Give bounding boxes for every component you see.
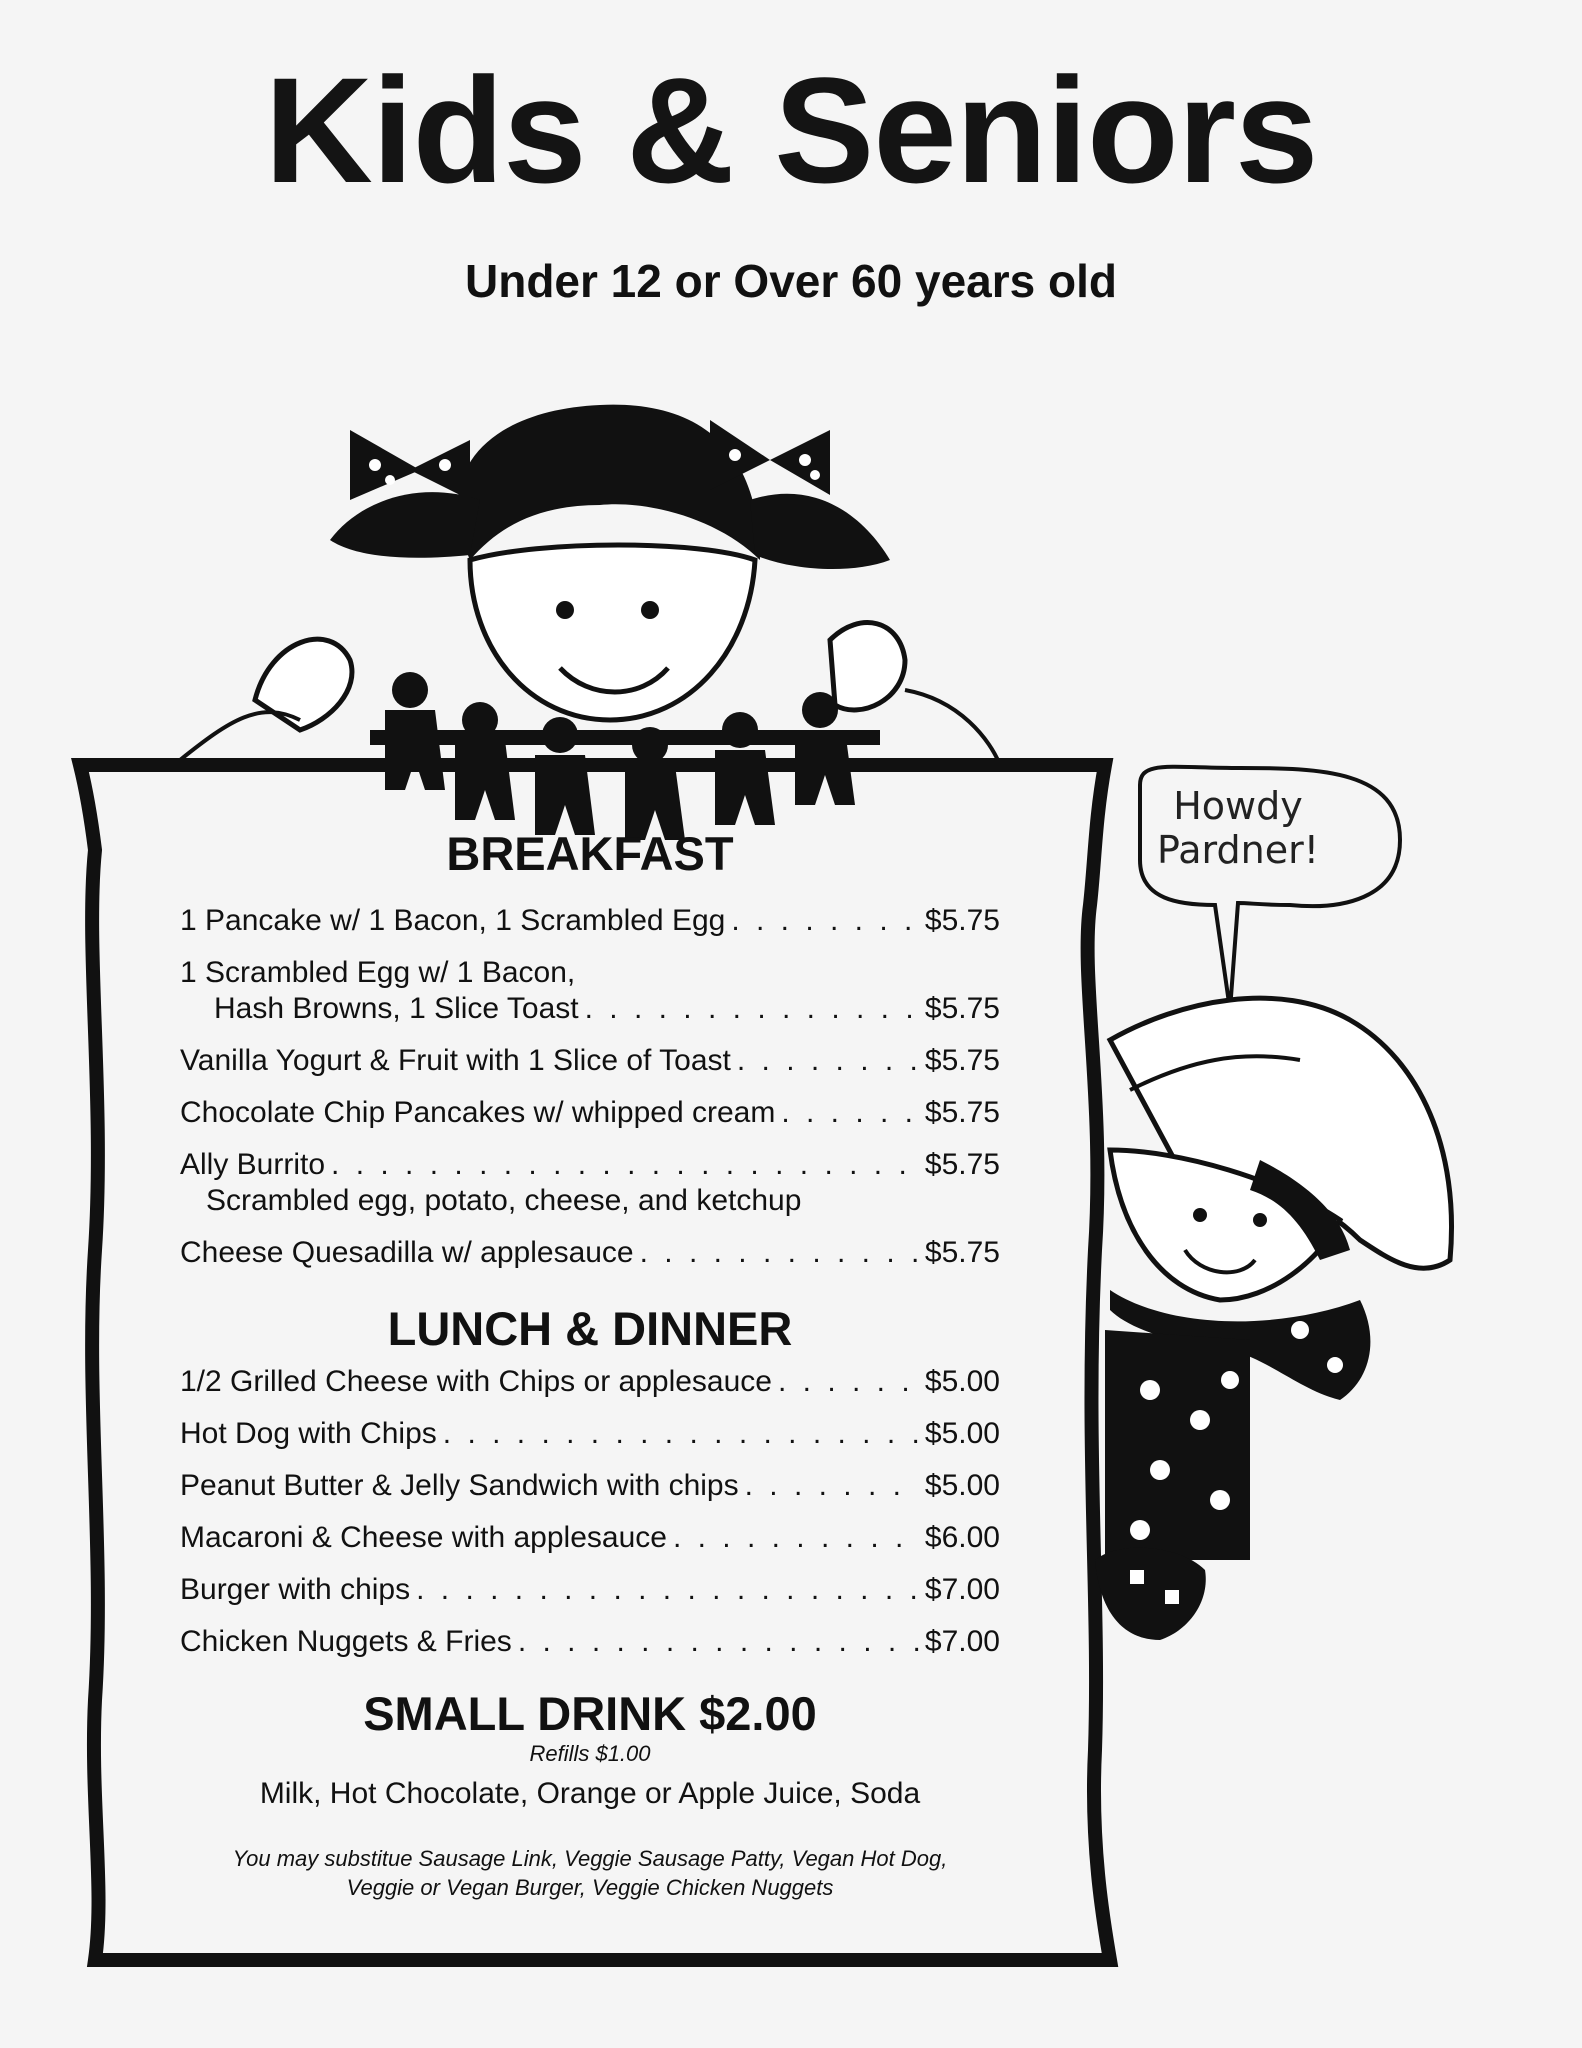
girl-illustration [180, 405, 1000, 765]
item-name: Chicken Nuggets & Fries [180, 1625, 512, 1658]
cowboy-illustration [1095, 998, 1452, 1640]
item-name: Chocolate Chip Pancakes w/ whipped cream [180, 1096, 776, 1129]
dot-leader [781, 1095, 919, 1131]
substitution-note [180, 1845, 1000, 1902]
dot-leader [640, 1235, 919, 1271]
item-price: $6.00 [924, 1521, 1000, 1554]
item-name: Hot Dog with Chips [180, 1417, 437, 1450]
breakfast-title: BREAKFAST [446, 827, 734, 880]
menu-item [180, 1572, 1000, 1608]
lunch-dinner-section [180, 1302, 1000, 1660]
substitution-note-line-2: Veggie or Vegan Burger, Veggie Chicken Nuggets [346, 1874, 834, 1900]
dot-leader [443, 1416, 919, 1452]
dot-leader [416, 1572, 919, 1608]
item-name: Burger with chips [180, 1573, 411, 1606]
dot-leader [737, 1043, 919, 1079]
dot-leader [585, 991, 919, 1027]
item-price: $7.00 [924, 1573, 1000, 1606]
item-name: Ally Burrito [180, 1148, 326, 1181]
dot-leader [518, 1624, 919, 1660]
item-name: Peanut Butter & Jelly Sandwich with chips [180, 1469, 739, 1502]
drinks-title: SMALL DRINK $2.00 [363, 1687, 817, 1740]
menu-item [180, 1468, 1000, 1504]
item-name: Macaroni & Cheese with applesauce [180, 1521, 667, 1554]
menu-item [180, 903, 1000, 939]
speech-line-2: Pardner! [1157, 827, 1319, 872]
menu-item [180, 1043, 1000, 1079]
dot-leader [731, 903, 919, 939]
menu-item [180, 1095, 1000, 1131]
menu-content [180, 827, 1000, 1676]
item-name: 1 Scrambled Egg w/ 1 Bacon, [180, 956, 576, 989]
menu-item [180, 955, 1000, 1027]
item-price: $5.75 [924, 1044, 1000, 1077]
drinks-refills: Refills $1.00 [529, 1741, 651, 1766]
item-price: $5.75 [924, 904, 1000, 937]
item-price: $5.00 [924, 1417, 1000, 1450]
dot-leader [745, 1468, 919, 1504]
menu-item [180, 1235, 1000, 1271]
item-price: $7.00 [924, 1625, 1000, 1658]
substitution-note-line-1: You may substitue Sausage Link, Veggie Sausage Patty, Vegan Hot Dog, [232, 1846, 948, 1871]
item-description: Scrambled egg, potato, cheese, and ketchup [206, 1184, 802, 1217]
item-name: 1 Pancake w/ 1 Bacon, 1 Scrambled Egg [180, 904, 726, 937]
item-name: Vanilla Yogurt & Fruit with 1 Slice of Toast [180, 1044, 731, 1077]
page-subtitle: Under 12 or Over 60 years old [465, 255, 1117, 307]
lunch-dinner-title: LUNCH & DINNER [387, 1302, 793, 1355]
item-price: $5.00 [924, 1365, 1000, 1398]
drinks-list: Milk, Hot Chocolate, Orange or Apple Juice, Soda [259, 1777, 921, 1810]
dot-leader [673, 1520, 919, 1556]
speech-bubble-text [1138, 785, 1338, 872]
item-price: $5.75 [924, 1148, 1000, 1181]
item-price: $5.00 [924, 1469, 1000, 1502]
menu-item [180, 1520, 1000, 1556]
menu-item [180, 1416, 1000, 1452]
item-price: $5.75 [924, 1236, 1000, 1269]
page-title: Kids & Seniors [264, 46, 1318, 214]
dot-leader [331, 1147, 919, 1183]
item-price: $5.75 [924, 1096, 1000, 1129]
menu-item [180, 1364, 1000, 1400]
speech-line-1: Howdy [1173, 784, 1303, 828]
breakfast-section [180, 827, 1000, 1271]
item-price: $5.75 [924, 992, 1000, 1025]
dot-leader [778, 1364, 919, 1400]
item-name-continued: Hash Browns, 1 Slice Toast [214, 992, 579, 1025]
menu-item [180, 1624, 1000, 1660]
menu-item [180, 1147, 1000, 1219]
item-name: Cheese Quesadilla w/ applesauce [180, 1236, 634, 1269]
drinks-section [180, 1687, 1000, 1811]
item-name: 1/2 Grilled Cheese with Chips or applesauce [180, 1365, 772, 1398]
